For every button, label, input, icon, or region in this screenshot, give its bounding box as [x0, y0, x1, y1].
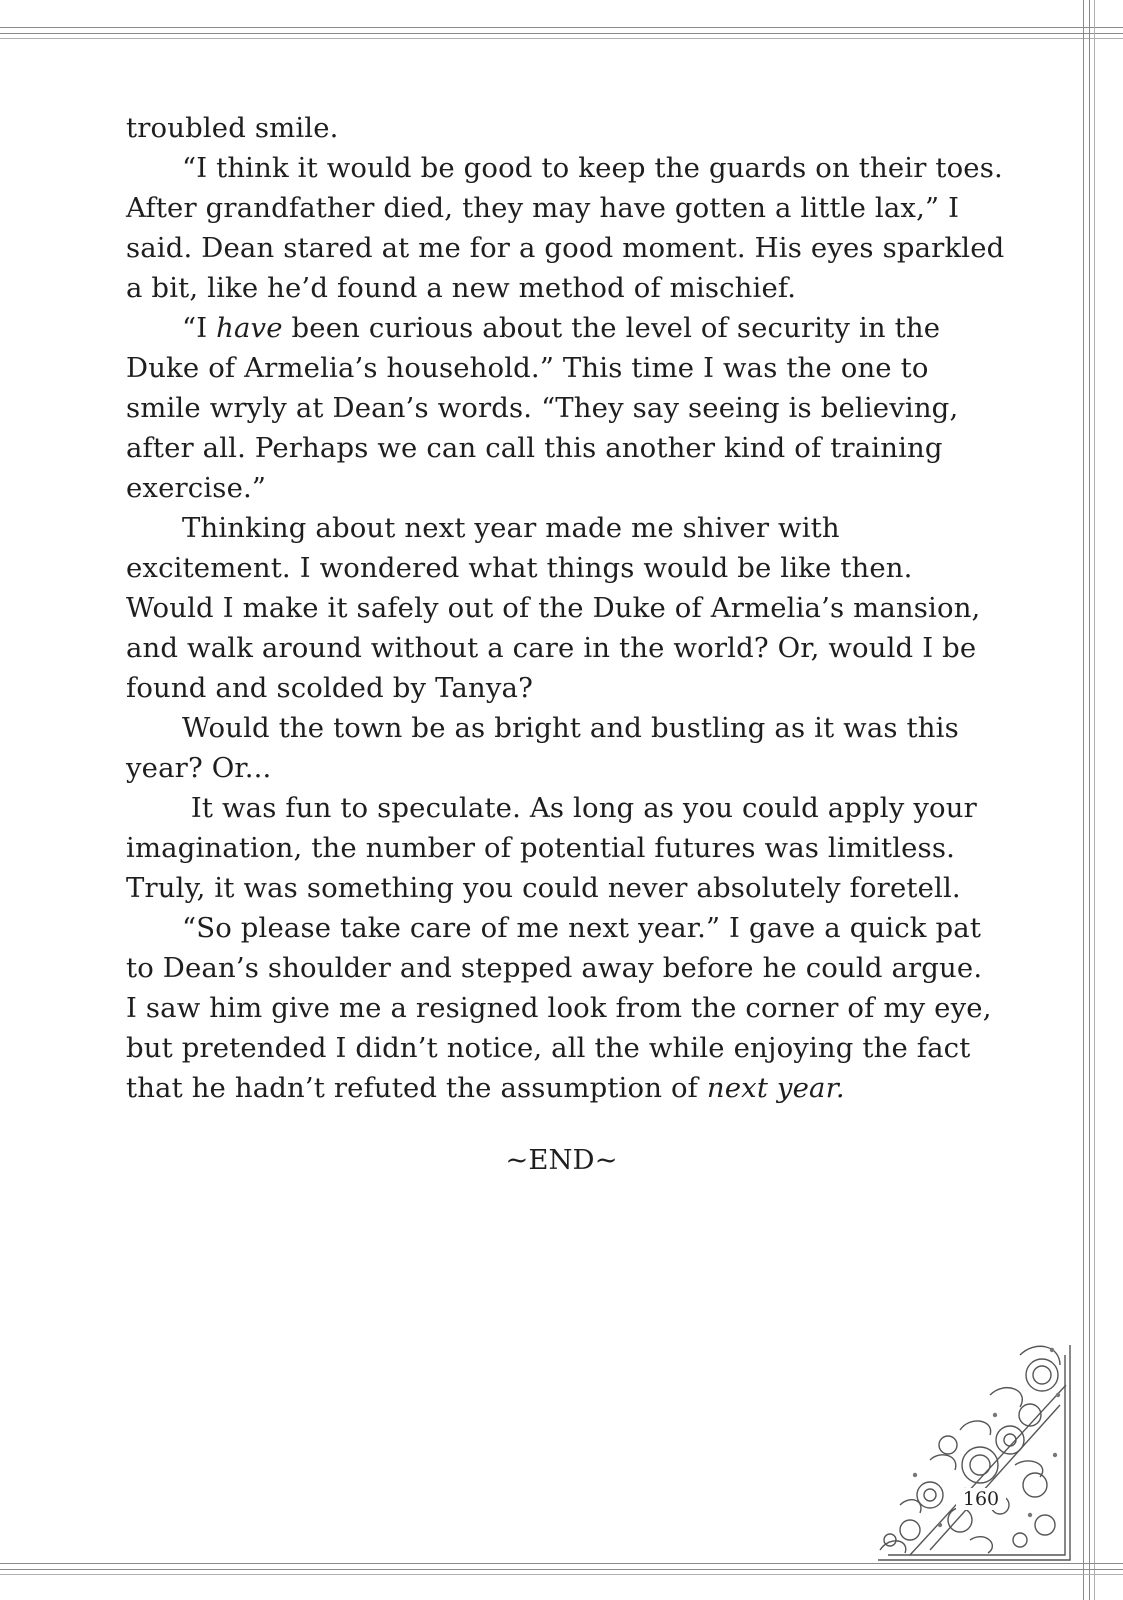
text-run: “I think it would be good to keep the guards on their toes.	[182, 152, 1003, 184]
text-line	[126, 948, 1006, 988]
text-line	[126, 508, 1006, 548]
text-run: been curious about the level of security in the	[282, 312, 941, 344]
frame-right-line-outer	[1083, 0, 1084, 1600]
text-line	[126, 748, 1006, 788]
text-run: Would I make it safely out of the Duke of Armelia’s mansion,	[126, 592, 981, 624]
text-run: and walk around without a care in the world? Or, would I be	[126, 632, 977, 664]
italic-text: next year.	[706, 1072, 845, 1104]
frame-top-line-inner	[0, 33, 1123, 34]
text-run: found and scolded by Tanya?	[126, 672, 533, 704]
text-run: After grandfather died, they may have gotten a little lax,” I	[126, 192, 960, 224]
text-line	[126, 388, 1006, 428]
text-line	[126, 108, 1006, 148]
frame-bottom-line-inner	[0, 1569, 1123, 1570]
text-run: “So please take care of me next year.” I gave a quick pat	[182, 912, 982, 944]
text-line	[126, 548, 1006, 588]
text-line	[126, 668, 1006, 708]
text-line	[126, 868, 1006, 908]
text-line	[126, 828, 1006, 868]
page-number: 160	[956, 1488, 1006, 1510]
text-run: exercise.”	[126, 472, 267, 504]
text-line	[126, 428, 1006, 468]
text-run: “I	[182, 312, 217, 344]
text-run: after all. Perhaps we can call this another kind of training	[126, 432, 943, 464]
text-run: smile wryly at Dean’s words. “They say seeing is believing,	[126, 392, 959, 424]
text-line	[126, 188, 1006, 228]
text-run: year? Or...	[126, 752, 272, 784]
body-text	[126, 108, 1006, 1108]
text-run: I saw him give me a resigned look from the corner of my eye,	[126, 992, 992, 1024]
frame-right-line-inner	[1089, 0, 1090, 1600]
text-line	[126, 628, 1006, 668]
text-run: imagination, the number of potential futures was limitless.	[126, 832, 955, 864]
text-line	[126, 468, 1006, 508]
text-run: to Dean’s shoulder and stepped away before he could argue.	[126, 952, 983, 984]
frame-top-line-thin	[0, 38, 1123, 39]
text-run: but pretended I didn’t notice, all the while enjoying the fact	[126, 1032, 971, 1064]
corner-ornament-icon	[870, 1335, 1080, 1565]
text-run: troubled smile.	[126, 112, 339, 144]
text-run: Truly, it was something you could never absolutely foretell.	[126, 872, 961, 904]
text-run: a bit, like he’d found a new method of mischief.	[126, 272, 797, 304]
text-line	[126, 988, 1006, 1028]
text-line	[126, 268, 1006, 308]
text-run: Duke of Armelia’s household.” This time I was the one to	[126, 352, 929, 384]
text-line	[126, 308, 1006, 348]
text-run: It was fun to speculate. As long as you could apply your	[182, 792, 977, 824]
text-run: Thinking about next year made me shiver with	[182, 512, 840, 544]
text-line	[126, 788, 1006, 828]
text-run: Would the town be as bright and bustling as it was this	[182, 712, 959, 744]
text-line	[126, 708, 1006, 748]
text-line	[126, 588, 1006, 628]
text-line	[126, 228, 1006, 268]
frame-top-line-outer	[0, 27, 1123, 28]
text-run: that he hadn’t refuted the assumption of	[126, 1072, 707, 1104]
frame-right-line-thin	[1094, 0, 1095, 1600]
text-line	[126, 348, 1006, 388]
text-line	[126, 1068, 1006, 1108]
frame-bottom-line-thin	[0, 1574, 1123, 1575]
text-line	[126, 148, 1006, 188]
italic-text: have	[216, 312, 283, 344]
text-run: said. Dean stared at me for a good moment. His eyes sparkled	[126, 232, 1005, 264]
end-mark: ~END~	[505, 1144, 618, 1176]
text-run: excitement. I wondered what things would be like then.	[126, 552, 913, 584]
text-line	[126, 1028, 1006, 1068]
text-line	[126, 908, 1006, 948]
